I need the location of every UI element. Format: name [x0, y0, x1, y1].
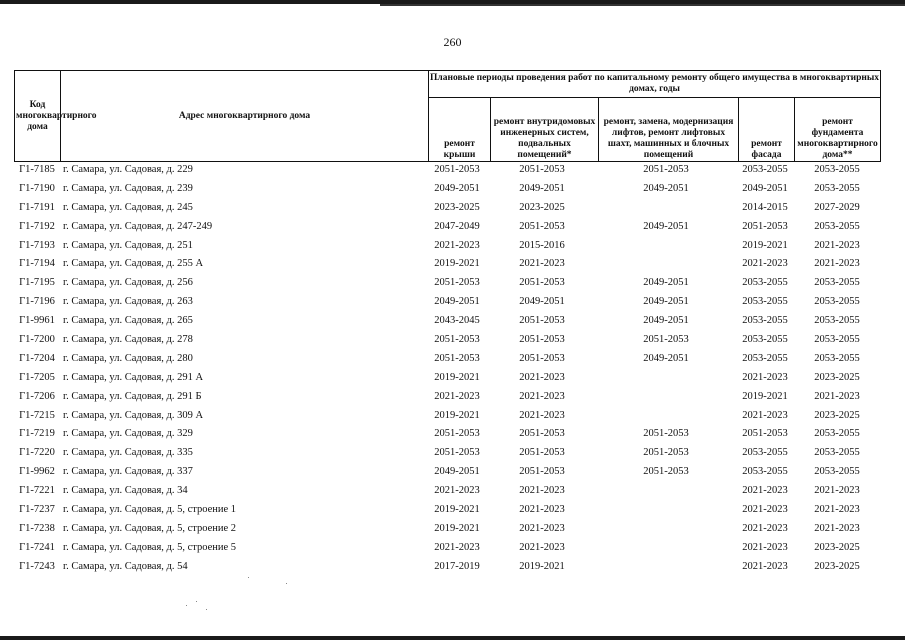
table-row [14, 293, 884, 312]
table-header [14, 70, 881, 162]
top-scan-edge-secondary [380, 4, 905, 6]
cell-roof: 2051-2053 [434, 447, 480, 459]
cell-facade: 2053-2055 [742, 315, 788, 327]
cell-roof: 2021-2023 [434, 485, 480, 497]
cell-roof: 2021-2023 [434, 390, 480, 402]
cell-engineering: 2051-2053 [519, 352, 565, 364]
cell-engineering: 2051-2053 [519, 164, 565, 175]
cell-roof: 2019-2021 [434, 409, 480, 421]
cell-address: г. Самара, ул. Садовая, д. 291 А [63, 371, 204, 383]
cell-address: г. Самара, ул. Садовая, д. 5, строение 1 [63, 504, 237, 516]
cell-engineering: 2015-2016 [519, 239, 565, 251]
cell-roof: 2049-2051 [434, 296, 480, 308]
cell-engineering: 2021-2023 [519, 522, 565, 534]
cell-code: Г1-9961 [19, 315, 55, 327]
table-row [14, 425, 884, 444]
table-row [14, 350, 884, 369]
cell-address: г. Самара, ул. Садовая, д. 54 [63, 560, 188, 572]
cell-address: г. Самара, ул. Садовая, д. 239 [63, 182, 193, 194]
cell-lifts: 2051-2053 [643, 164, 689, 175]
cell-foundation: 2053-2055 [814, 447, 860, 459]
table-row [14, 388, 884, 407]
cell-facade: 2014-2015 [742, 201, 788, 213]
cell-roof: 2017-2019 [434, 560, 480, 572]
cell-foundation: 2027-2029 [814, 201, 860, 213]
cell-facade: 2021-2023 [742, 522, 788, 534]
cell-engineering: 2049-2051 [519, 182, 565, 194]
header-foundation: ремонт фундамента многоквартирного дома** [795, 98, 881, 162]
cell-code: Г1-7220 [19, 447, 55, 459]
cell-engineering: 2021-2023 [519, 504, 565, 516]
cell-roof: 2051-2053 [434, 334, 480, 346]
header-roof: ремонт крыши [429, 98, 491, 162]
cell-code: Г1-7205 [19, 371, 55, 383]
table-row [14, 161, 884, 180]
cell-roof: 2019-2021 [434, 522, 480, 534]
cell-address: г. Самара, ул. Садовая, д. 34 [63, 485, 188, 497]
scan-speck [196, 601, 197, 602]
table-row [14, 463, 884, 482]
cell-foundation: 2053-2055 [814, 315, 860, 327]
cell-foundation: 2023-2025 [814, 541, 860, 553]
cell-address: г. Самара, ул. Садовая, д. 245 [63, 201, 193, 213]
cell-lifts: 2051-2053 [643, 334, 689, 346]
cell-code: Г1-7204 [19, 352, 55, 364]
cell-engineering: 2021-2023 [519, 390, 565, 402]
cell-facade: 2021-2023 [742, 504, 788, 516]
header-code: Код многоквартирного дома [15, 71, 61, 162]
table-row [14, 482, 884, 501]
cell-lifts: 2051-2053 [643, 428, 689, 440]
cell-foundation: 2053-2055 [814, 277, 860, 289]
cell-code: Г1-7196 [19, 296, 55, 308]
cell-roof: 2023-2025 [434, 201, 480, 213]
cell-foundation: 2021-2023 [814, 239, 860, 251]
cell-lifts: 2049-2051 [643, 352, 689, 364]
cell-foundation: 2021-2023 [814, 485, 860, 497]
cell-facade: 2053-2055 [742, 334, 788, 346]
cell-foundation: 2023-2025 [814, 409, 860, 421]
cell-engineering: 2051-2053 [519, 220, 565, 232]
cell-address: г. Самара, ул. Садовая, д. 229 [63, 164, 193, 175]
table-row [14, 312, 884, 331]
cell-code: Г1-7194 [19, 258, 55, 270]
table-row [14, 331, 884, 350]
cell-facade: 2021-2023 [742, 560, 788, 572]
scan-speck [206, 609, 207, 610]
table-row [14, 199, 884, 218]
cell-address: г. Самара, ул. Садовая, д. 255 А [63, 258, 204, 270]
table-row [14, 501, 884, 520]
cell-roof: 2019-2021 [434, 371, 480, 383]
cell-engineering: 2051-2053 [519, 277, 565, 289]
cell-code: Г1-7193 [19, 239, 55, 251]
cell-code: Г1-7192 [19, 220, 55, 232]
cell-facade: 2053-2055 [742, 296, 788, 308]
cell-address: г. Самара, ул. Садовая, д. 309 А [63, 409, 204, 421]
cell-roof: 2019-2021 [434, 258, 480, 270]
cell-foundation: 2053-2055 [814, 334, 860, 346]
table-row [14, 237, 884, 256]
cell-engineering: 2021-2023 [519, 258, 565, 270]
cell-address: г. Самара, ул. Садовая, д. 265 [63, 315, 193, 327]
cell-foundation: 2053-2055 [814, 296, 860, 308]
cell-address: г. Самара, ул. Садовая, д. 337 [63, 466, 193, 478]
cell-foundation: 2053-2055 [814, 466, 860, 478]
cell-address: г. Самара, ул. Садовая, д. 251 [63, 239, 193, 251]
scan-speck [186, 605, 187, 606]
cell-code: Г1-7219 [19, 428, 55, 440]
cell-engineering: 2051-2053 [519, 334, 565, 346]
cell-address: г. Самара, ул. Садовая, д. 263 [63, 296, 193, 308]
table-row [14, 218, 884, 237]
cell-engineering: 2023-2025 [519, 201, 565, 213]
header-address: Адрес многоквартирного дома [61, 71, 429, 162]
cell-facade: 2021-2023 [742, 485, 788, 497]
cell-engineering: 2051-2053 [519, 315, 565, 327]
cell-foundation: 2021-2023 [814, 390, 860, 402]
cell-facade: 2053-2055 [742, 466, 788, 478]
cell-code: Г1-7237 [19, 504, 55, 516]
cell-address: г. Самара, ул. Садовая, д. 280 [63, 352, 193, 364]
cell-foundation: 2053-2055 [814, 220, 860, 232]
cell-facade: 2051-2053 [742, 220, 788, 232]
cell-lifts: 2051-2053 [643, 447, 689, 459]
cell-facade: 2021-2023 [742, 541, 788, 553]
cell-roof: 2021-2023 [434, 541, 480, 553]
cell-address: г. Самара, ул. Садовая, д. 278 [63, 334, 193, 346]
cell-roof: 2049-2051 [434, 182, 480, 194]
cell-facade: 2021-2023 [742, 258, 788, 270]
cell-engineering: 2051-2053 [519, 428, 565, 440]
cell-foundation: 2021-2023 [814, 504, 860, 516]
table-row [14, 444, 884, 463]
cell-engineering: 2051-2053 [519, 466, 565, 478]
cell-foundation: 2053-2055 [814, 428, 860, 440]
cell-engineering: 2021-2023 [519, 541, 565, 553]
cell-engineering: 2049-2051 [519, 296, 565, 308]
cell-address: г. Самара, ул. Садовая, д. 291 Б [63, 390, 202, 402]
cell-address: г. Самара, ул. Садовая, д. 335 [63, 447, 193, 459]
cell-roof: 2049-2051 [434, 466, 480, 478]
cell-facade: 2053-2055 [742, 447, 788, 459]
table-body [14, 161, 884, 577]
table-row [14, 274, 884, 293]
bottom-scan-edge [0, 636, 905, 640]
cell-engineering: 2021-2023 [519, 371, 565, 383]
cell-roof: 2051-2053 [434, 164, 480, 175]
cell-lifts: 2049-2051 [643, 315, 689, 327]
cell-foundation: 2053-2055 [814, 182, 860, 194]
cell-address: г. Самара, ул. Садовая, д. 256 [63, 277, 193, 289]
cell-roof: 2051-2053 [434, 277, 480, 289]
cell-engineering: 2019-2021 [519, 560, 565, 572]
cell-address: г. Самара, ул. Садовая, д. 329 [63, 428, 193, 440]
cell-facade: 2021-2023 [742, 371, 788, 383]
cell-code: Г1-7195 [19, 277, 55, 289]
cell-address: г. Самара, ул. Садовая, д. 5, строение 2 [63, 522, 237, 534]
cell-lifts: 2049-2051 [643, 277, 689, 289]
cell-foundation: 2023-2025 [814, 560, 860, 572]
scan-speck [248, 577, 249, 578]
table-row [14, 520, 884, 539]
table-row [14, 539, 884, 558]
cell-code: Г1-7241 [19, 541, 55, 553]
cell-facade: 2021-2023 [742, 409, 788, 421]
cell-engineering: 2051-2053 [519, 447, 565, 459]
cell-foundation: 2023-2025 [814, 371, 860, 383]
page-number: 260 [443, 35, 462, 49]
cell-facade: 2053-2055 [742, 277, 788, 289]
cell-roof: 2043-2045 [434, 315, 480, 327]
cell-engineering: 2021-2023 [519, 485, 565, 497]
cell-lifts: 2051-2053 [643, 466, 689, 478]
cell-code: Г1-9962 [19, 466, 55, 478]
cell-code: Г1-7238 [19, 522, 55, 534]
cell-lifts: 2049-2051 [643, 296, 689, 308]
table-row [14, 407, 884, 426]
cell-facade: 2053-2055 [742, 352, 788, 364]
cell-lifts: 2049-2051 [643, 182, 689, 194]
cell-code: Г1-7185 [19, 164, 55, 175]
cell-foundation: 2053-2055 [814, 352, 860, 364]
cell-foundation: 2021-2023 [814, 258, 860, 270]
cell-address: г. Самара, ул. Садовая, д. 5, строение 5 [63, 541, 237, 553]
cell-roof: 2047-2049 [434, 220, 480, 232]
table-row [14, 369, 884, 388]
cell-code: Г1-7221 [19, 485, 55, 497]
cell-roof: 2021-2023 [434, 239, 480, 251]
header-periods: Плановые периоды проведения работ по капитальному ремонту общего имущества в многоквартирных домах, годы [429, 71, 881, 98]
header-lifts: ремонт, замена, модернизация лифтов, ремонт лифтовых шахт, машинных и блочных помещений [599, 98, 739, 162]
cell-code: Г1-7215 [19, 409, 55, 421]
cell-code: Г1-7190 [19, 182, 55, 194]
table-row [14, 180, 884, 199]
cell-engineering: 2021-2023 [519, 409, 565, 421]
cell-code: Г1-7206 [19, 390, 55, 402]
table-row [14, 558, 884, 577]
cell-foundation: 2053-2055 [814, 164, 860, 175]
cell-roof: 2051-2053 [434, 428, 480, 440]
scan-speck [286, 583, 287, 584]
cell-roof: 2051-2053 [434, 352, 480, 364]
cell-code: Г1-7243 [19, 560, 55, 572]
cell-code: Г1-7200 [19, 334, 55, 346]
cell-facade: 2019-2021 [742, 239, 788, 251]
cell-lifts: 2049-2051 [643, 220, 689, 232]
cell-roof: 2019-2021 [434, 504, 480, 516]
header-engineering: ремонт внутридомовых инженерных систем, подвальных помещений* [491, 98, 599, 162]
header-facade: ремонт фасада [739, 98, 795, 162]
table-row [14, 255, 884, 274]
cell-facade: 2019-2021 [742, 390, 788, 402]
cell-facade: 2049-2051 [742, 182, 788, 194]
cell-address: г. Самара, ул. Садовая, д. 247-249 [63, 220, 213, 232]
cell-code: Г1-7191 [19, 201, 55, 213]
cell-facade: 2053-2055 [742, 164, 788, 175]
cell-foundation: 2021-2023 [814, 522, 860, 534]
cell-facade: 2051-2053 [742, 428, 788, 440]
